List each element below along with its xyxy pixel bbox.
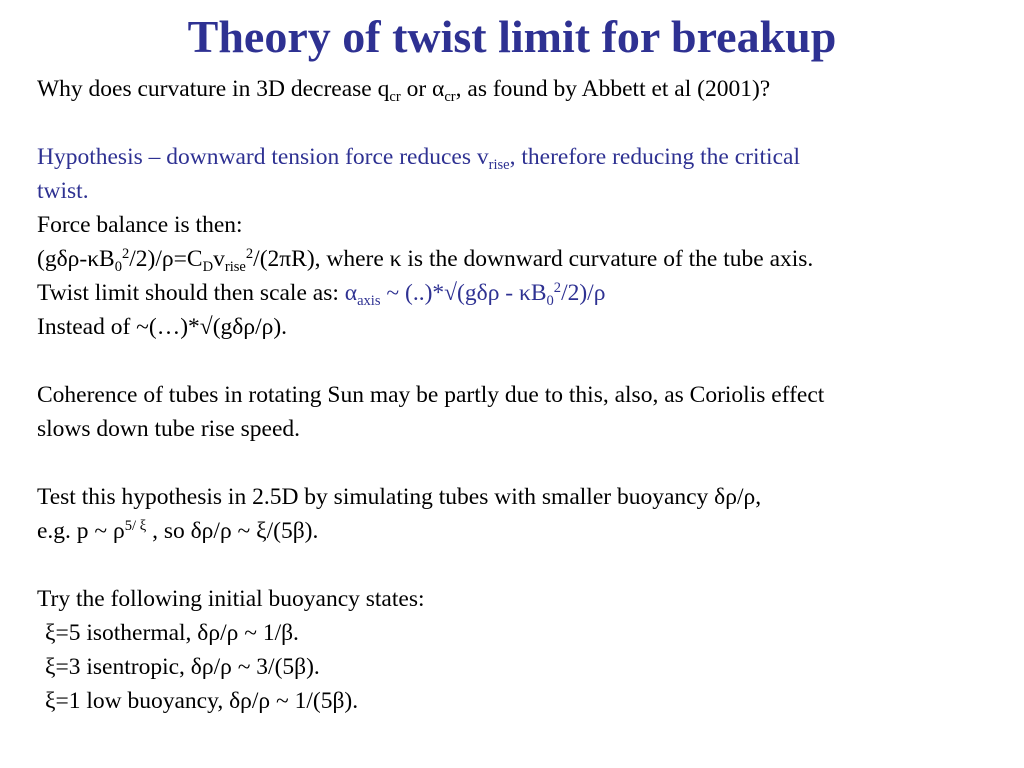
subscript: 0 xyxy=(546,293,554,310)
instead-of-line: Instead of ~(…)*√(gδρ/ρ). xyxy=(37,314,288,340)
hypothesis-line xyxy=(37,140,1007,174)
text-run: Why does curvature in 3D decrease q xyxy=(37,76,390,102)
spacer xyxy=(37,344,1007,378)
subscript: D xyxy=(202,259,214,276)
superscript: 2 xyxy=(553,280,562,296)
text-run: , so δρ/ρ ~ ξ/(5β). xyxy=(146,518,319,544)
question-line xyxy=(37,72,1007,106)
text-run: (gδρ-κB xyxy=(37,246,115,272)
text-run: /(2πR), where κ is the downward curvature of the tube axis. xyxy=(253,246,814,272)
subscript: cr xyxy=(389,89,401,106)
slide-body xyxy=(37,72,1007,718)
example-line xyxy=(37,514,1007,548)
slide-title: Theory of twist limit for breakup xyxy=(187,11,837,62)
subscript: rise xyxy=(488,157,510,174)
force-balance-heading: Force balance is then: xyxy=(37,212,243,238)
spacer xyxy=(37,446,1007,480)
text-run: , therefore reducing the critical xyxy=(509,144,800,170)
text-run: /2)/ρ=C xyxy=(129,246,203,272)
superscript: 2 xyxy=(122,246,130,262)
twist-limit-formula xyxy=(344,280,606,310)
force-balance-equation xyxy=(37,242,1007,276)
coherence-line: Coherence of tubes in rotating Sun may be partly due to this, also, as Coriolis effect xyxy=(37,382,825,408)
states-heading: Try the following initial buoyancy states: xyxy=(37,586,425,612)
text-run: Twist limit should then scale as: xyxy=(37,280,345,306)
text-run: ~ (..)*√(gδρ - κB xyxy=(380,280,547,306)
superscript: 2 xyxy=(245,246,254,262)
text-run: e.g. p ~ ρ xyxy=(37,518,125,544)
hypothesis-line-cont: twist. xyxy=(37,178,89,204)
subscript: cr xyxy=(444,89,456,106)
state-isothermal: ξ=5 isothermal, δρ/ρ ~ 1/β. xyxy=(45,620,299,646)
text-run: or α xyxy=(400,76,445,102)
twist-limit-line xyxy=(37,276,1007,310)
subscript: rise xyxy=(224,259,246,276)
text-run: Hypothesis – downward tension force reduces v xyxy=(37,144,489,170)
text-run: , as found by Abbett et al (2001)? xyxy=(455,76,771,102)
state-low-buoyancy: ξ=1 low buoyancy, δρ/ρ ~ 1/(5β). xyxy=(45,688,359,714)
spacer xyxy=(37,548,1007,582)
subscript: 0 xyxy=(114,259,122,276)
text-run: /2)/ρ xyxy=(561,280,606,306)
state-isentropic: ξ=3 isentropic, δρ/ρ ~ 3/(5β). xyxy=(45,654,320,680)
text-run: v xyxy=(213,246,225,272)
subscript: axis xyxy=(357,293,381,310)
coherence-line-cont: slows down tube rise speed. xyxy=(37,416,301,442)
text-run: α xyxy=(344,280,358,306)
spacer xyxy=(37,106,1007,140)
test-hypothesis-line: Test this hypothesis in 2.5D by simulating tubes with smaller buoyancy δρ/ρ, xyxy=(37,484,762,510)
superscript: 5/ ξ xyxy=(124,518,147,534)
